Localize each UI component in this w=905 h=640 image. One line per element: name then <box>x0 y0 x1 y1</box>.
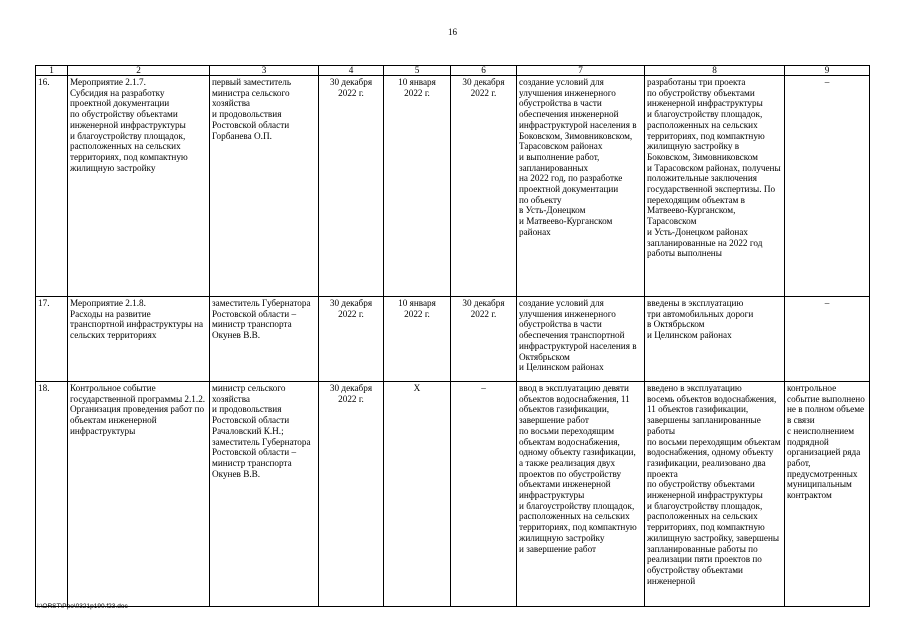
actual-start-date: 10 января 2022 г. <box>384 297 451 382</box>
header-cell: 5 <box>384 66 451 76</box>
actual-end-date: 30 декабря 2022 г. <box>451 297 517 382</box>
row-number: 16. <box>36 76 68 297</box>
page-number: 16 <box>448 27 457 37</box>
planned-end-date: 30 декабря 2022 г. <box>319 382 384 607</box>
planned-end-date: 30 декабря 2022 г. <box>319 297 384 382</box>
responsible-executor: министр сельского хозяйства и продовольствия Ростовской области Рачаловский К.Н.; заместитель Губернатора Ростовской области – министр транспорта Окунев В.В. <box>210 382 319 607</box>
actual-results: введены в эксплуатацию три автомобильных дороги в Октябрьском и Целинском районах <box>645 297 785 382</box>
planned-results: ввод в эксплуатацию девяти объектов водоснабжения, 11 объектов газификации, завершение работ по восьми переходящим объектам водоснабжения, одному объекту газификации, а также реализация двух проектов по обустройству объектами инженерной инфраструктуры и благоустройству площадок, расположенных на сельских территориях, под компактную жилищную застройку и завершение работ <box>517 382 645 607</box>
header-cell: 9 <box>785 66 870 76</box>
non-fulfillment-reasons: – <box>785 297 870 382</box>
header-cell: 4 <box>319 66 384 76</box>
actual-start-date: 10 января 2022 г. <box>384 76 451 297</box>
responsible-executor: первый заместитель министра сельского хозяйства и продовольствия Ростовской области Горбанева О.П. <box>210 76 319 297</box>
file-path-footer: I:\ORST\Ppo\0321p190.f23.doc <box>37 603 128 610</box>
event-name: Мероприятие 2.1.8. Расходы на развитие транспортной инфраструктуры на сельских территориях <box>68 297 210 382</box>
table-row <box>36 382 870 607</box>
non-fulfillment-reasons: контрольное событие выполнено не в полном объеме в связи с неисполнением подрядной организацией ряда работ, предусмотренных муниципальным контрактом <box>785 382 870 607</box>
non-fulfillment-reasons: – <box>785 76 870 297</box>
header-cell: 3 <box>210 66 319 76</box>
actual-start-date: X <box>384 382 451 607</box>
header-cell: 6 <box>451 66 517 76</box>
event-name: Контрольное событие государственной программы 2.1.2. Организация проведения работ по объектам инженерной инфраструктуры <box>68 382 210 607</box>
table-row <box>36 76 870 297</box>
report-table <box>35 65 870 607</box>
row-number: 17. <box>36 297 68 382</box>
actual-end-date: 30 декабря 2022 г. <box>451 76 517 297</box>
header-cell: 7 <box>517 66 645 76</box>
event-name: Мероприятие 2.1.7. Субсидия на разработку проектной документации по обустройству объектами инженерной инфраструктуры и благоустройству площадок, расположенных на сельских территориях, под компактную жилищную застройку <box>68 76 210 297</box>
actual-results: введено в эксплуатацию восемь объектов водоснабжения, 11 объектов газификации, завершены запланированные работы по восьми переходящим объектам водоснабжения, одному объекту газификации, реализовано два проекта по обустройству объектами инженерной инфраструктуры и благоустройству площадок, расположенных на сельских территориях, под компактную жилищную застройку, завершены запланированные работы по реализации пяти проектов по обустройству объектами инженерной <box>645 382 785 607</box>
responsible-executor: заместитель Губернатора Ростовской области – министр транспорта Окунев В.В. <box>210 297 319 382</box>
header-row <box>36 66 870 76</box>
table-row <box>36 297 870 382</box>
actual-results: разработаны три проекта по обустройству объектами инженерной инфраструктуры и благоустройству площадок, расположенных на сельских территориях, под компактную жилищную застройку в Боковском, Зимовниковском и Тарасовском районах, получены положительные заключения государственной экспертизы. По переходящим объектам в Матвеево-Курганском, Тарасовском и Усть-Донецком районах запланированные на 2022 год работы выполнены <box>645 76 785 297</box>
header-cell: 2 <box>68 66 210 76</box>
actual-end-date: – <box>451 382 517 607</box>
planned-results: создание условий для улучшения инженерного обустройства в части обеспечения транспортной инфраструктурой населения в Октябрьском и Целинском районах <box>517 297 645 382</box>
header-cell: 1 <box>36 66 68 76</box>
row-number: 18. <box>36 382 68 607</box>
planned-results: создание условий для улучшения инженерного обустройства в части обеспечения инженерной инфраструктурой населения в Боковском, Зимовниковском, Тарасовском районах и выполнение работ, запланированных на 2022 год, по разработке проектной документации по объекту в Усть-Донецком и Матвеево-Курганском районах <box>517 76 645 297</box>
header-cell: 8 <box>645 66 785 76</box>
planned-end-date: 30 декабря 2022 г. <box>319 76 384 297</box>
